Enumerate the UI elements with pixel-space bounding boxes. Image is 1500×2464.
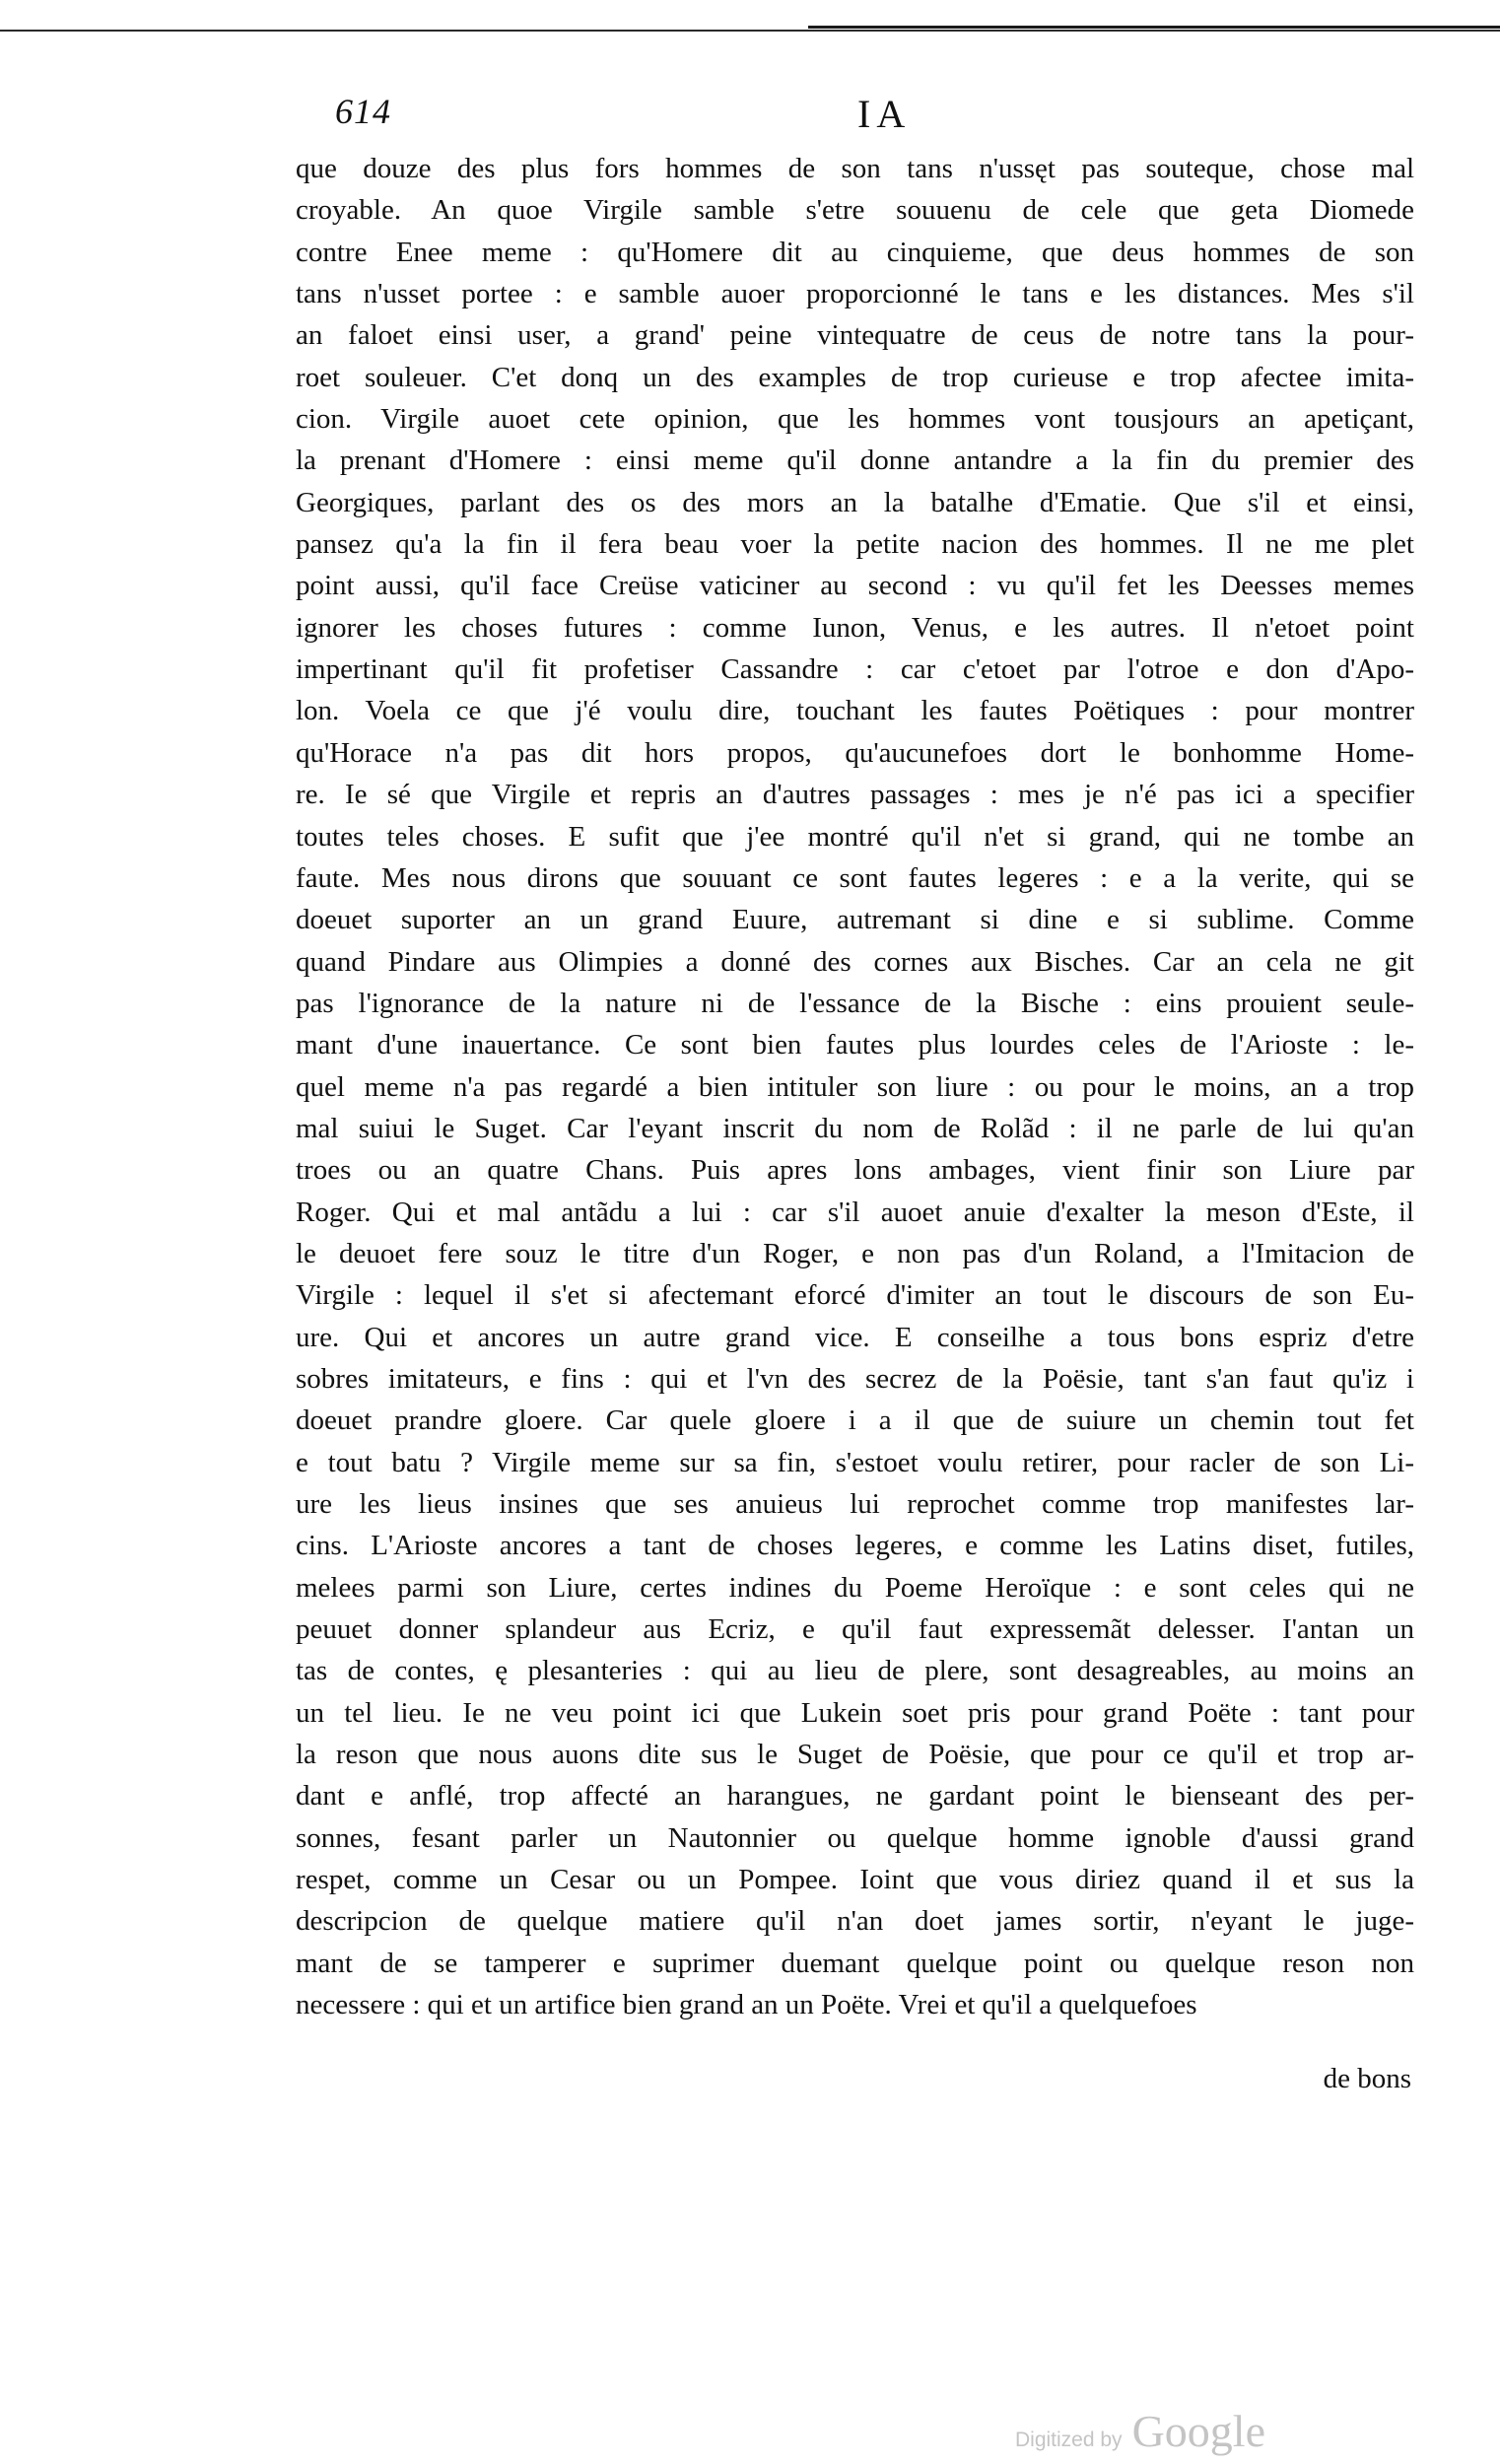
digitized-watermark: [1015, 2405, 1265, 2457]
text-line: melees parmi son Liure, certes indines du Poeme Heroïque : e sont celes qui ne: [296, 1571, 1414, 1604]
text-line: sonnes, fesant parler un Nautonnier ou quelque homme ignoble d'aussi grand: [296, 1821, 1414, 1854]
catchword: de bons: [1323, 2063, 1411, 2094]
text-line: re. Ie sé que Virgile et repris an d'autres passages : mes je n'é pas ici a specifier: [296, 779, 1414, 811]
body-text: [296, 148, 1414, 2025]
text-line: Georgiques, parlant des os des mors an la batalhe d'Ematie. Que s'il et einsi,: [296, 486, 1414, 518]
text-line: cion. Virgile auoet cete opinion, que les hommes vont tousjours an apetiçant,: [296, 403, 1414, 436]
text-line: sobres imitateurs, e fins : qui et l'vn des secrez de la Poësie, tant s'an faut qu'iz i: [296, 1362, 1414, 1395]
text-line: doeuet prandre gloere. Car quele gloere i a il que de suiure un chemin tout fet: [296, 1404, 1414, 1437]
running-head: IA: [857, 92, 912, 136]
text-line: un tel lieu. Ie ne veu point ici que Lukein soet pris pour grand Poëte : tant pour: [296, 1696, 1414, 1729]
text-line: tans n'usset portee : e samble auoer proporcionné le tans e les distances. Mes s'il: [296, 278, 1414, 310]
text-line: an faloet einsi user, a grand' peine vintequatre de ceus de notre tans la pour-: [296, 319, 1414, 352]
text-line: respet, comme un Cesar ou un Pompee. Ioint que vous diriez quand il et sus la: [296, 1864, 1414, 1896]
text-line: roet souleuer. C'et donq un des examples de trop curieuse e trop afectee imita-: [296, 361, 1414, 393]
text-line: tas de contes, ę plesanteries : qui au lieu de plere, sont desagreables, au moins an: [296, 1655, 1414, 1687]
text-line: la reson que nous auons dite sus le Suget de Poësie, que pour ce qu'il et trop ar-: [296, 1739, 1414, 1771]
text-line: ure les lieus insines que ses anuieus lui reprochet comme trop manifestes lar-: [296, 1488, 1414, 1520]
text-line: dant e anflé, trop affecté an harangues, ne gardant point le bienseant des per-: [296, 1780, 1414, 1813]
text-line: peuuet donner splandeur aus Ecriz, e qu'il faut expressemãt delesser. I'antan un: [296, 1613, 1414, 1646]
text-line: mal suiui le Suget. Car l'eyant inscrit du nom de Rolãd : il ne parle de lui qu'an: [296, 1112, 1414, 1144]
text-line: mant d'une inauertance. Ce sont bien fautes plus lourdes celes de l'Arioste : le-: [296, 1029, 1414, 1061]
text-line: pas l'ignorance de la nature ni de l'essance de la Bische : eins prouient seule-: [296, 987, 1414, 1019]
text-line: Virgile : lequel il s'et si afectemant eforcé d'imiter an tout le discours de son Eu-: [296, 1279, 1414, 1312]
text-line: ure. Qui et ancores un autre grand vice. E conseilhe a tous bons espriz d'etre: [296, 1321, 1414, 1353]
watermark-brand: Google: [1131, 2406, 1265, 2456]
text-line: doeuet suporter an un grand Euure, autremant si dine e si sublime. Comme: [296, 904, 1414, 936]
text-line: la prenant d'Homere : einsi meme qu'il donne antandre a la fin du premier des: [296, 445, 1414, 477]
top-border-rule-heavy: [808, 26, 1500, 29]
text-line: mant de se tamperer e suprimer duemant quelque point ou quelque reson non: [296, 1947, 1414, 1979]
text-line: descripcion de quelque matiere qu'il n'an doet james sortir, n'eyant le juge-: [296, 1905, 1414, 1938]
text-line: ignorer les choses futures : comme Iunon, Venus, e les autres. Il n'etoet point: [296, 611, 1414, 644]
text-line: troes ou an quatre Chans. Puis apres lons ambages, vient finir son Liure par: [296, 1154, 1414, 1187]
text-line: que douze des plus fors hommes de son tans n'ussęt pas souteque, chose mal: [296, 153, 1414, 184]
text-line: pansez qu'a la fin il fera beau voer la petite nacion des hommes. Il ne me plet: [296, 528, 1414, 561]
text-line: quel meme n'a pas regardé a bien intituler son liure : ou pour le moins, an a trop: [296, 1070, 1414, 1103]
watermark-label: Digitized by: [1015, 2429, 1123, 2451]
text-line: qu'Horace n'a pas dit hors propos, qu'aucunefoes dort le bonhomme Home-: [296, 736, 1414, 769]
text-line: Roger. Qui et mal antãdu a lui : car s'il auoet anuie d'exalter la meson d'Este, il: [296, 1196, 1414, 1228]
text-line: toutes teles choses. E sufit que j'ee montré qu'il n'et si grand, qui ne tombe an: [296, 820, 1414, 853]
text-line: necessere : qui et un artifice bien grand an un Poëte. Vrei et qu'il a quelquefoes: [296, 1989, 1197, 2021]
top-border-rule: [0, 30, 1500, 32]
text-line: faute. Mes nous dirons que souuant ce sont fautes legeres : e a la verite, qui se: [296, 861, 1414, 894]
text-line: quand Pindare aus Olimpies a donné des cornes aux Bisches. Car an cela ne git: [296, 945, 1414, 978]
text-line: cins. L'Arioste ancores a tant de choses legeres, e comme les Latins diset, futiles,: [296, 1530, 1414, 1562]
text-line: contre Enee meme : qu'Homere dit au cinquieme, que deus hommes de son: [296, 236, 1414, 268]
page-number: 614: [335, 92, 391, 131]
text-line: point aussi, qu'il face Creüse vaticiner au second : vu qu'il fet les Deesses memes: [296, 570, 1414, 602]
text-line: le deuoet fere souz le titre d'un Roger, e non pas d'un Roland, a l'Imitacion de: [296, 1237, 1414, 1269]
text-line: croyable. An quoe Virgile samble s'etre souuenu de cele que geta Diomede: [296, 194, 1414, 227]
text-line: lon. Voela ce que j'é voulu dire, touchant les fautes Poëtiques : pour montrer: [296, 695, 1414, 727]
text-line: impertinant qu'il fit profetiser Cassandre : car c'etoet par l'otroe e don d'Apo-: [296, 653, 1414, 686]
text-line: e tout batu ? Virgile meme sur sa fin, s'estoet voulu retirer, pour racler de son Li-: [296, 1446, 1414, 1478]
